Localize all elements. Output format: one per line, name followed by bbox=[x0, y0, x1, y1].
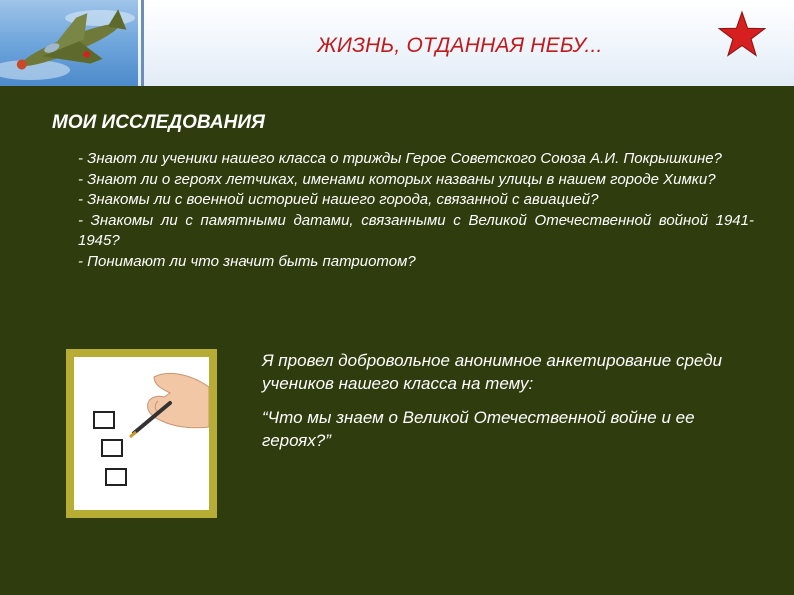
survey-description bbox=[262, 349, 762, 452]
survey-intro: Я провел добровольное анонимное анкетирование среди учеников нашего класса на тему: bbox=[262, 351, 723, 393]
list-item: - Знают ли ученики нашего класса о трижды Герое Советского Союза А.И. Покрышкине? bbox=[78, 150, 722, 167]
header-sky-strip bbox=[0, 0, 138, 86]
page-title: ЖИЗНЬ, ОТДАННАЯ НЕБУ... bbox=[317, 34, 603, 57]
airplane-icon bbox=[0, 0, 138, 86]
research-questions-list bbox=[78, 149, 754, 272]
header-divider bbox=[141, 0, 144, 86]
red-star-icon bbox=[718, 10, 766, 58]
list-item: - Знакомы ли с военной историей нашего города, связанной с авиацией? bbox=[78, 191, 599, 208]
list-item: - Знакомы ли с памятными датами, связанными с Великой Отечественной войной 1941-1945? bbox=[78, 211, 754, 249]
list-item: - Понимают ли что значит быть патриотом? bbox=[78, 252, 416, 270]
checklist-illustration bbox=[74, 357, 209, 510]
section-heading: МОИ ИССЛЕДОВАНИЯ bbox=[52, 112, 265, 133]
survey-topic: “Что мы знаем о Великой Отечественной войне и ее героях?” bbox=[262, 408, 695, 450]
illustration-frame bbox=[66, 349, 217, 518]
header-banner bbox=[0, 0, 794, 86]
list-item: - Знают ли о героях летчиках, именами которых названы улицы в нашем городе Химки? bbox=[78, 170, 716, 188]
hand-with-pen-icon bbox=[74, 357, 209, 510]
